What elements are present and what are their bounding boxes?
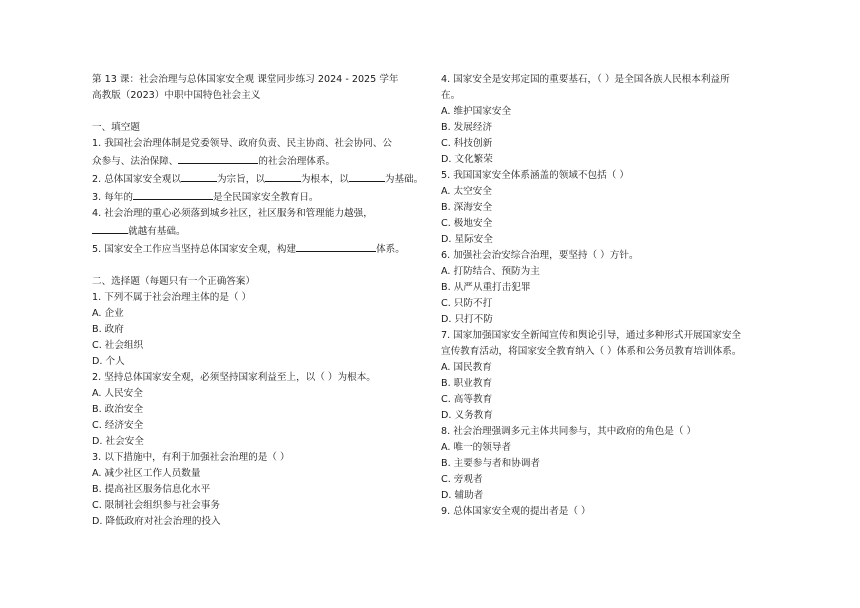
choice-q8-option-a[interactable]: A. 唯一的领导者 — [441, 442, 512, 453]
choice-q5-stem: 5. 我国国家安全体系涵盖的领域不包括（ ） — [441, 170, 629, 181]
right-column — [441, 72, 775, 520]
doc-title-line-2: 高教版（2023）中职中国特色社会主义 — [92, 90, 261, 101]
choice-q5-option-d[interactable]: D. 星际安全 — [441, 234, 493, 245]
fill-blank[interactable] — [349, 170, 385, 182]
choice-q3-option-c[interactable]: C. 限制社会组织参与社会事务 — [92, 500, 220, 511]
choice-q2-option-c[interactable]: C. 经济安全 — [92, 420, 144, 431]
choice-q6-option-c[interactable]: C. 只防不打 — [441, 298, 493, 309]
fill-q3-text-a: 3. 每年的 — [92, 192, 133, 203]
choice-q4-option-d[interactable]: D. 文化繁荣 — [441, 154, 493, 165]
fill-q5 — [92, 240, 427, 258]
choice-q8-option-b[interactable]: B. 主要参与者和协调者 — [441, 458, 541, 469]
section-choice-title: 二、选择题（每题只有一个正确答案） — [92, 276, 256, 287]
choice-q3-option-d[interactable]: D. 降低政府对社会治理的投入 — [92, 516, 221, 527]
choice-q4-option-b[interactable]: B. 发展经济 — [441, 122, 493, 133]
fill-blank[interactable] — [92, 222, 128, 234]
fill-q3 — [92, 188, 427, 206]
fill-blank[interactable] — [133, 188, 213, 200]
doc-title-line-1: 第 13 课：社会治理与总体国家安全观 课堂同步练习 2024 - 2025 学年 — [92, 74, 399, 85]
fill-q2-text-c: 为根本，以 — [300, 174, 349, 185]
fill-q4-line-1: 4. 社会治理的重心必须落到城乡社区，社区服务和管理能力越强， — [92, 208, 373, 219]
choice-q6-option-a[interactable]: A. 打防结合、预防为主 — [441, 266, 540, 277]
fill-q3-text-b: 是全民国家安全教育日。 — [212, 192, 319, 203]
choice-q3-option-a[interactable]: A. 减少社区工作人员数量 — [92, 468, 201, 479]
choice-q5-option-a[interactable]: A. 太空安全 — [441, 186, 492, 197]
choice-q1-option-a[interactable]: A. 企业 — [92, 308, 124, 319]
fill-q4-text-b: 就越有基础。 — [128, 226, 186, 237]
choice-q5-option-c[interactable]: C. 极地安全 — [441, 218, 493, 229]
choice-q1-stem: 1. 下列不属于社会治理主体的是（ ） — [92, 292, 252, 303]
choice-q8-option-c[interactable]: C. 旁观者 — [441, 474, 483, 485]
choice-q1-option-c[interactable]: C. 社会组织 — [92, 340, 144, 351]
choice-q4-stem-line-2: 在。 — [441, 90, 461, 101]
choice-q7-option-c[interactable]: C. 高等教育 — [441, 394, 493, 405]
choice-q2-stem: 2. 坚持总体国家安全观，必须坚持国家利益至上，以（ ）为根本。 — [92, 372, 376, 383]
choice-q2-option-a[interactable]: A. 人民安全 — [92, 388, 143, 399]
fill-q4-line-2 — [92, 222, 427, 240]
choice-q3-stem: 3. 以下措施中，有利于加强社会治理的是（ ） — [92, 452, 290, 463]
choice-q8-option-d[interactable]: D. 辅助者 — [441, 490, 484, 501]
choice-q4-stem-line-1: 4. 国家安全是安邦定国的重要基石，（ ）是全国各族人民根本利益所 — [441, 74, 730, 85]
choice-q4-option-a[interactable]: A. 维护国家安全 — [441, 106, 512, 117]
fill-blank[interactable] — [178, 152, 258, 164]
choice-q2-option-b[interactable]: B. 政治安全 — [92, 404, 144, 415]
fill-q2-text-a: 2. 总体国家安全观以 — [92, 174, 181, 185]
choice-q3-option-b[interactable]: B. 提高社区服务信息化水平 — [92, 484, 211, 495]
choice-q7-option-a[interactable]: A. 国民教育 — [441, 362, 492, 373]
fill-blank[interactable] — [181, 170, 217, 182]
choice-q8-stem: 8. 社会治理强调多元主体共同参与，其中政府的角色是（ ） — [441, 426, 697, 437]
fill-q1-line-1: 1. 我国社会治理体制是党委领导、政府负责、民主协商、社会协同、公 — [92, 138, 393, 149]
fill-q5-text-a: 5. 国家安全工作应当坚持总体国家安全观，构建 — [92, 244, 297, 255]
choice-q1-option-b[interactable]: B. 政府 — [92, 324, 124, 335]
choice-q7-option-b[interactable]: B. 职业教育 — [441, 378, 493, 389]
fill-q1-line-2 — [92, 152, 427, 170]
section-fill-blank-title: 一、填空题 — [92, 122, 140, 133]
choice-q7-option-d[interactable]: D. 义务教育 — [441, 410, 493, 421]
left-column — [92, 72, 427, 530]
choice-q2-option-d[interactable]: D. 社会安全 — [92, 436, 144, 447]
fill-q2 — [92, 170, 427, 188]
choice-q6-stem: 6. 加强社会治安综合治理，要坚持（ ）方针。 — [441, 250, 639, 261]
choice-q6-option-d[interactable]: D. 只打不防 — [441, 314, 493, 325]
fill-q2-text-b: 为宗旨，以 — [216, 174, 265, 185]
choice-q6-option-b[interactable]: B. 从严从重打击犯罪 — [441, 282, 531, 293]
choice-q1-option-d[interactable]: D. 个人 — [92, 356, 125, 367]
fill-q2-text-d: 为基础。 — [384, 174, 424, 185]
choice-q7-stem-line-2: 宣传教育活动，将国家安全教育纳入（ ）体系和公务员教育培训体系。 — [441, 346, 742, 357]
fill-q1-text-b: 众参与、法治保障、 — [92, 156, 179, 167]
fill-blank[interactable] — [296, 240, 376, 252]
choice-q4-option-c[interactable]: C. 科技创新 — [441, 138, 493, 149]
fill-q1-text-c: 的社会治理体系。 — [258, 156, 336, 167]
choice-q9-stem: 9. 总体国家安全观的提出者是（ ） — [441, 506, 591, 517]
choice-q7-stem-line-1: 7. 国家加强国家安全新闻宣传和舆论引导，通过多种形式开展国家安全 — [441, 330, 742, 341]
choice-q5-option-b[interactable]: B. 深海安全 — [441, 202, 493, 213]
fill-q5-text-b: 体系。 — [376, 244, 405, 255]
fill-blank[interactable] — [265, 170, 301, 182]
